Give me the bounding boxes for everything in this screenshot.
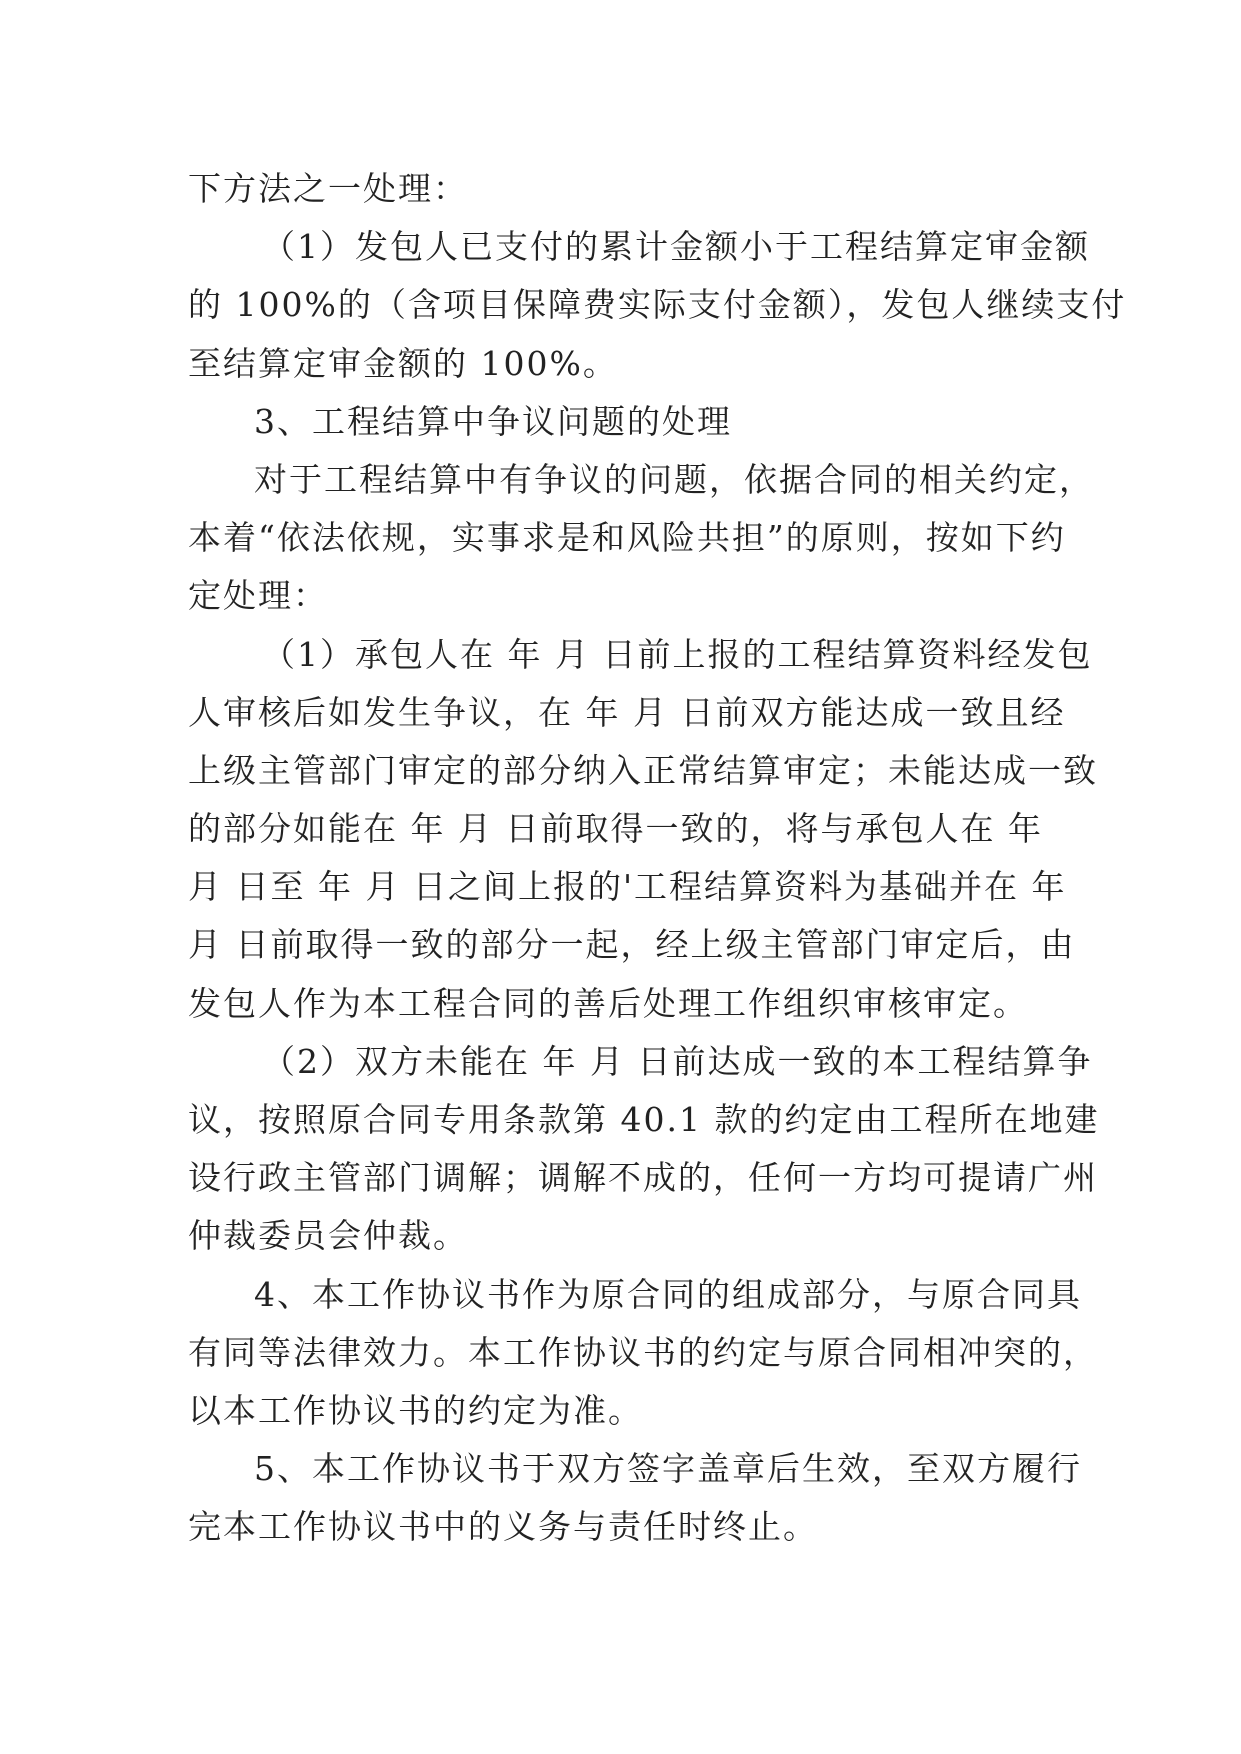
text-line: 完本工作协议书中的义务与责任时终止。	[188, 1507, 818, 1547]
text-line: 的部分如能在 年 月 日前取得一致的，将与承包人在 年	[188, 809, 1043, 849]
text-line: 以本工作协议书的约定为准。	[188, 1390, 643, 1430]
text-line: 人审核后如发生争议，在 年 月 日前双方能达成一致且经	[188, 692, 1066, 732]
text-line: 下方法之一处理：	[188, 169, 468, 208]
text-line: 定处理：	[188, 576, 328, 616]
text-line: 议，按照原合同专用条款第 40.1 款的约定由工程所在地建	[188, 1100, 1100, 1139]
text-line: （1）承包人在 年 月 日前上报的工程结算资料经发包	[262, 634, 1093, 674]
text-line: 的 100%的（含项目保障费实际支付金额），发包人继续支付	[188, 285, 1127, 325]
text-line: 发包人作为本工程合同的善后处理工作组织审核审定。	[188, 983, 1028, 1023]
text-line: 上级主管部门审定的部分纳入正常结算审定；未能达成一致	[188, 750, 1098, 790]
text-line: 5、本工作协议书于双方签字盖章后生效，至双方履行	[254, 1449, 1082, 1489]
text-line: （2）双方未能在 年 月 日前达成一致的本工程结算争	[262, 1041, 1093, 1081]
text-line: （1）发包人已支付的累计金额小于工程结算定审金额	[262, 227, 1090, 267]
text-line: 对于工程结算中有争议的问题，依据合同的相关约定，	[254, 459, 1094, 499]
text-line: 月 日前取得一致的部分一起，经上级主管部门审定后，由	[188, 925, 1076, 965]
text-line: 至结算定审金额的 100%。	[188, 343, 618, 383]
text-line: 仲裁委员会仲裁。	[188, 1216, 468, 1256]
section-heading: 3、工程结算中争议问题的处理	[254, 401, 732, 441]
text-line: 4、本工作协议书作为原合同的组成部分，与原合同具	[254, 1274, 1082, 1314]
document-body	[188, 160, 1127, 1557]
text-line: 月 日至 年 月 日之间上报的'工程结算资料为基础并在 年	[188, 867, 1067, 907]
text-line: 有同等法律效力。本工作协议书的约定与原合同相冲突的，	[188, 1332, 1098, 1372]
text-line: 本着“依法依规，实事求是和风险共担”的原则，按如下约	[188, 518, 1066, 558]
text-line: 设行政主管部门调解；调解不成的，任何一方均可提请广州	[188, 1158, 1098, 1198]
